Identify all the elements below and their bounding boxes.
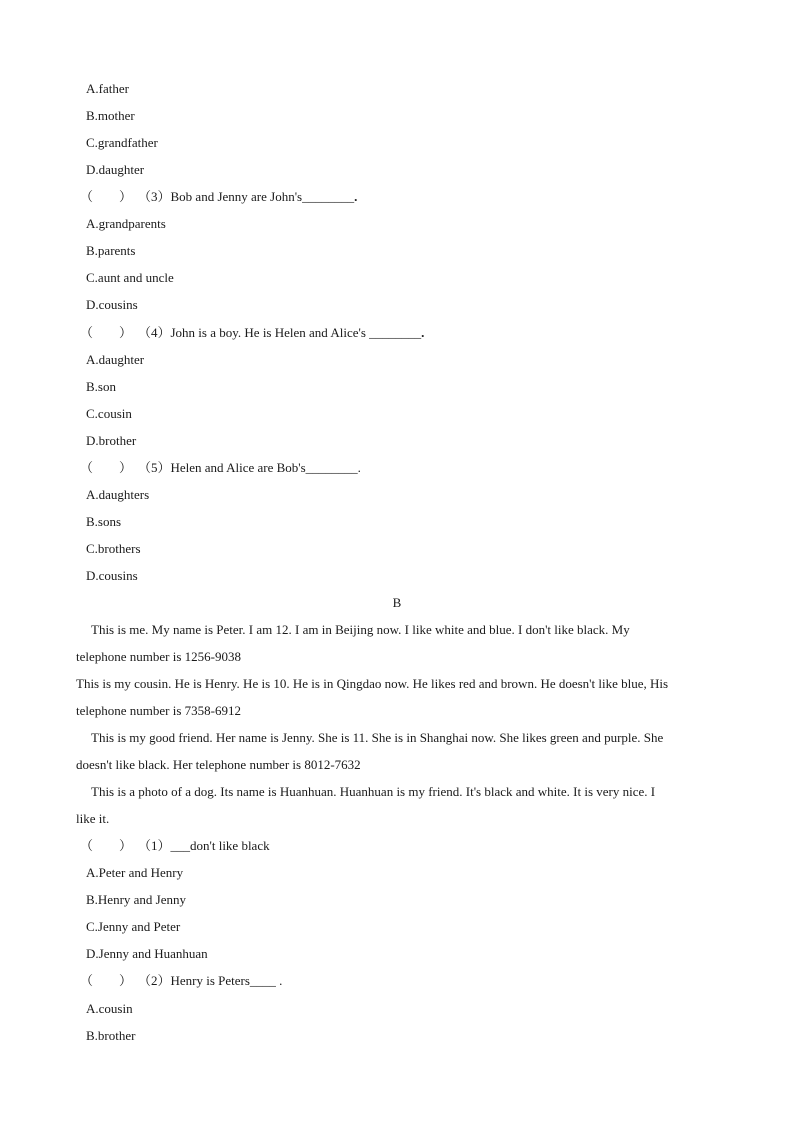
answer-blank: （ ）	[80, 460, 133, 475]
option-a3-c: C.aunt and uncle	[86, 270, 174, 285]
option-a5-c: C.brothers	[86, 541, 141, 556]
answer-blank: （ ）	[80, 189, 133, 204]
option-b2-b: B.brother	[86, 1028, 136, 1043]
passage-line: like it.	[76, 811, 110, 826]
passage-line: This is my cousin. He is Henry. He is 10. He is in Qingdao now. He likes red and brown. He doesn't like blue, His	[76, 676, 669, 691]
question-b2	[80, 973, 282, 989]
passage-line: telephone number is 7358-6912	[76, 703, 241, 718]
option-a5-a: A.daughters	[86, 487, 150, 502]
question-end: .	[421, 325, 425, 340]
option-b1-a: A.Peter and Henry	[86, 865, 184, 880]
answer-blank: （ ）	[80, 973, 133, 988]
option-a3-d: D.cousins	[86, 297, 138, 312]
passage-line: This is me. My name is Peter. I am 12. I am in Beijing now. I like white and blue. I don't like black. My	[91, 622, 630, 637]
section-heading-b: B	[392, 595, 402, 610]
option-b1-d: D.Jenny and Huanhuan	[86, 946, 208, 961]
question-a4	[80, 325, 424, 341]
option-a4-b: B.son	[86, 379, 116, 394]
question-a5	[80, 460, 361, 476]
passage-line: This is a photo of a dog. Its name is Huanhuan. Huanhuan is my friend. It's black and white. It is very nice. I	[91, 784, 656, 799]
option-a4-d: D.brother	[86, 433, 137, 448]
question-text: （4）John is a boy. He is Helen and Alice's ________	[138, 325, 422, 340]
option-a5-d: D.cousins	[86, 568, 138, 583]
question-a3	[80, 189, 357, 205]
option-a2-a: A.father	[86, 81, 129, 96]
question-end: .	[354, 189, 358, 204]
passage-line: telephone number is 1256-9038	[76, 649, 241, 664]
option-b1-c: C.Jenny and Peter	[86, 919, 181, 934]
option-a2-d: D.daughter	[86, 162, 145, 177]
option-a2-b: B.mother	[86, 108, 135, 123]
answer-blank: （ ）	[80, 838, 133, 853]
option-a2-c: C.grandfather	[86, 135, 158, 150]
question-text: （2）Henry is Peters____ .	[138, 973, 283, 988]
question-text: （1）___don't like black	[138, 838, 270, 853]
option-a4-a: A.daughter	[86, 352, 145, 367]
passage-line: doesn't like black. Her telephone number is 8012-7632	[76, 757, 361, 772]
question-text: （5）Helen and Alice are Bob's________.	[138, 460, 361, 475]
question-text: （3）Bob and Jenny are John's________	[138, 189, 355, 204]
option-b2-a: A.cousin	[86, 1001, 133, 1016]
option-a5-b: B.sons	[86, 514, 122, 529]
option-b1-b: B.Henry and Jenny	[86, 892, 187, 907]
option-a3-a: A.grandparents	[86, 216, 166, 231]
question-b1	[80, 838, 270, 854]
option-a4-c: C.cousin	[86, 406, 132, 421]
answer-blank: （ ）	[80, 325, 133, 340]
option-a3-b: B.parents	[86, 243, 136, 258]
passage-line: This is my good friend. Her name is Jenny. She is 11. She is in Shanghai now. She likes green and purple. She	[91, 730, 664, 745]
